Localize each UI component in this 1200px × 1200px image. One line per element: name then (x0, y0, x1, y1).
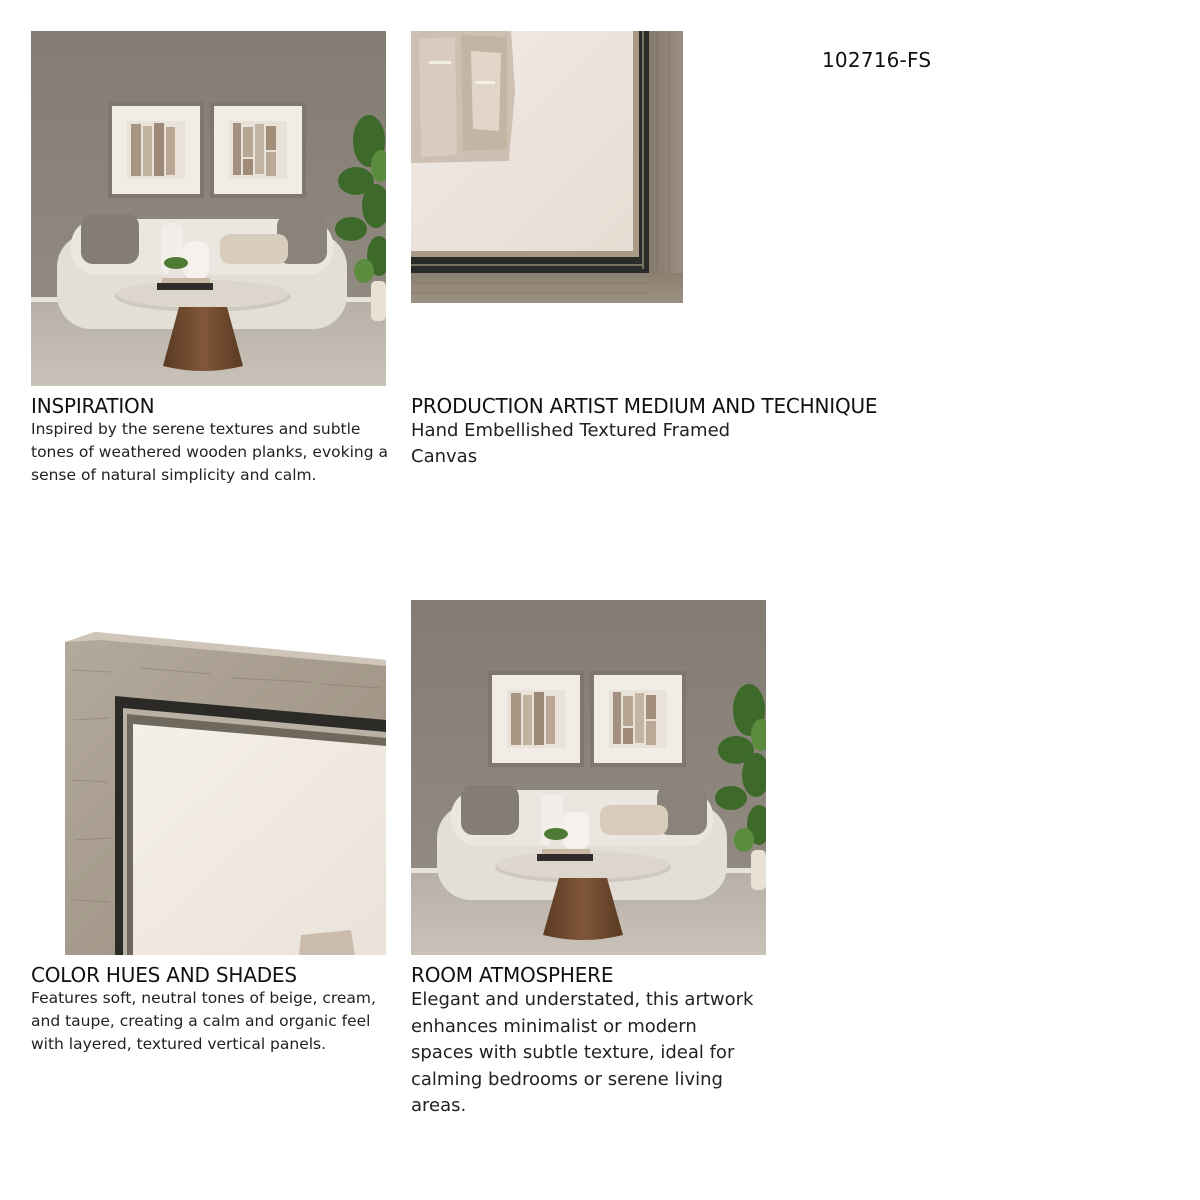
inspiration-text: Inspired by the serene textures and subtle tones of weathered wooden planks, evoking a sense of natural simplicity and calm. (31, 420, 388, 484)
medium-text-line-1: Hand Embellished Textured Framed (411, 420, 731, 441)
frame-edge-closeup-image (31, 600, 386, 955)
room-scene-image (31, 31, 386, 386)
medium-heading: PRODUCTION ARTIST MEDIUM AND TECHNIQUE (411, 394, 878, 418)
room-heading: ROOM ATMOSPHERE (411, 963, 614, 987)
room-text: Elegant and understated, this artwork enhances minimalist or modern spaces with subtle texture, ideal for calming bedrooms or serene living areas. (411, 989, 754, 1116)
color-text: Features soft, neutral tones of beige, cream, and taupe, creating a calm and organic feel with layered, textured vertical panels. (31, 989, 376, 1053)
inspiration-heading: INSPIRATION (31, 394, 155, 418)
room-scene-illustration-2 (411, 600, 766, 955)
frame-edge-illustration (31, 600, 386, 955)
room-scene-image-2 (411, 600, 766, 955)
medium-text-line-2: Canvas (411, 446, 478, 467)
frame-corner-illustration (411, 31, 683, 303)
frame-corner-closeup-image (411, 31, 683, 303)
product-sku: 102716-FS (822, 48, 932, 72)
room-scene-illustration (31, 31, 386, 386)
color-heading: COLOR HUES AND SHADES (31, 963, 297, 987)
